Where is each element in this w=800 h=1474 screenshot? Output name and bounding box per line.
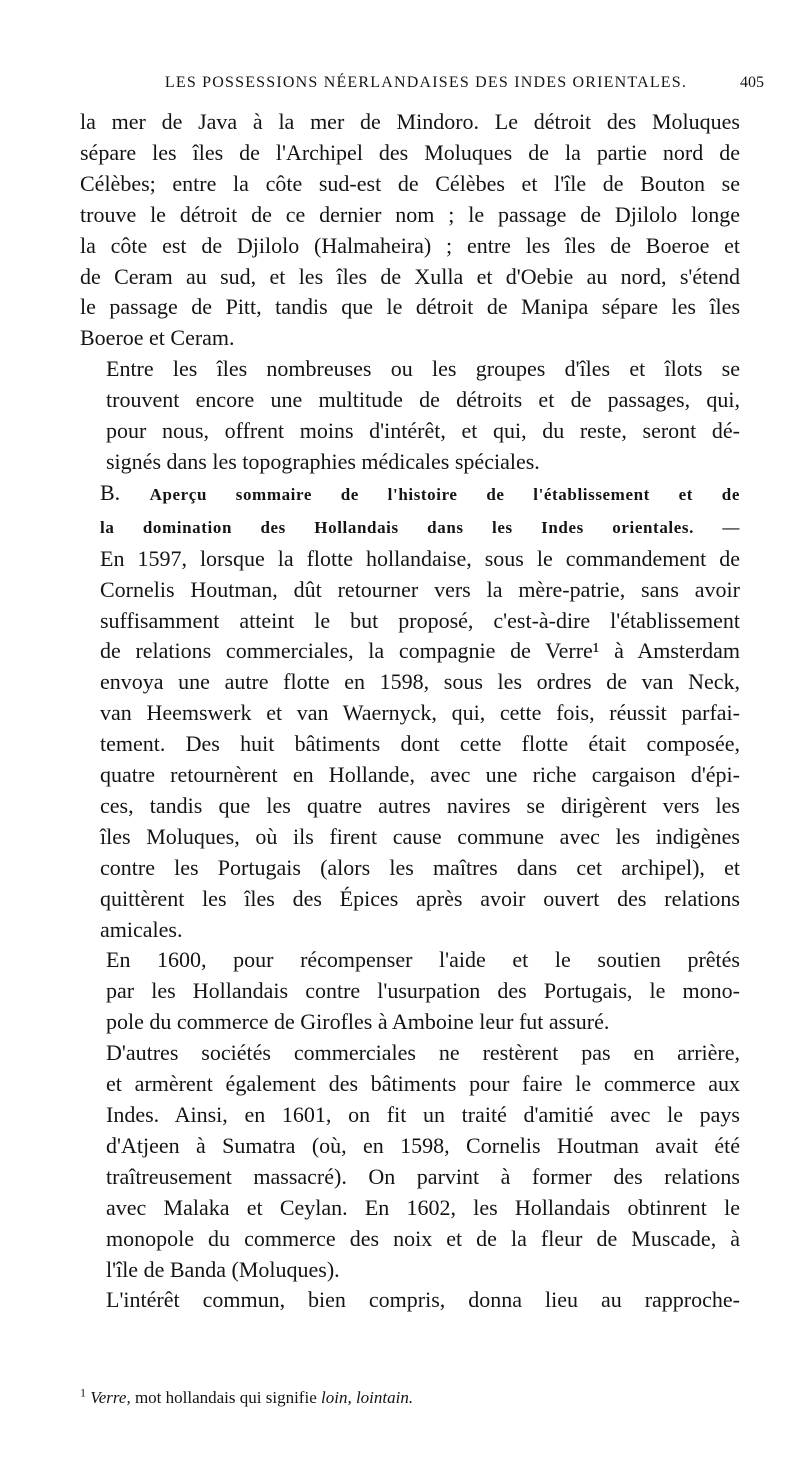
paragraph <box>80 1285 740 1316</box>
text-line: d'Atjeen à Sumatra (où, en 1598, Cornelis Houtman avait été <box>106 1132 740 1158</box>
text-line: En 1600, pour récompenser l'aide et le soutien prêtés <box>106 947 740 973</box>
text-line: Boeroe et Ceram. <box>80 325 235 351</box>
text-line: traîtreusement massacré). On parvint à former des relations <box>106 1163 740 1189</box>
body-text <box>80 107 740 1316</box>
text-line: îles Moluques, où ils firent cause commune avec les indigènes <box>100 823 740 849</box>
footnote <box>80 1385 740 1408</box>
footnote-text: mot hollandais qui signifie <box>134 1388 317 1407</box>
page-number: 405 <box>740 74 764 91</box>
text-line: van Heemswerk et van Waernyck, qui, cette fois, réussit parfai- <box>100 700 740 726</box>
text-line: le passage de Pitt, tandis que le détroit de Manipa sépare les îles <box>80 294 740 320</box>
text-line: Célèbes; entre la côte sud-est de Célèbes et l'île de Bouton se <box>80 170 740 196</box>
footnote-gloss: loin, lointain. <box>321 1388 414 1407</box>
text-line: Entre les îles nombreuses ou les groupes d'îles et îlots se <box>106 356 740 382</box>
section-label: B. <box>100 479 121 505</box>
text-line: quittèrent les îles des Épices après avoir ouvert des relations <box>100 885 740 911</box>
paragraph <box>80 945 740 1038</box>
text-line: contre les Portugais (alors les maîtres dans cet archipel), et <box>100 854 740 880</box>
text-line: L'intérêt commun, bien compris, donna lieu au rapproche- <box>106 1287 740 1313</box>
text-line: Indes. Ainsi, en 1601, on fit un traité d'amitié avec le pays <box>106 1102 740 1127</box>
text-line: En 1597, lorsque la flotte hollandaise, sous le commandement de <box>100 545 740 571</box>
text-line: ces, tandis que les quatre autres navires se dirigèrent vers les <box>100 792 740 818</box>
footnote-term: Verre, <box>90 1388 131 1407</box>
text-line: de Ceram au sud, et les îles de Xulla et d'Oebie au nord, s'étend <box>80 263 740 289</box>
section-heading-line <box>80 511 740 544</box>
text-line: de relations commerciales, la compagnie de Verre¹ à Amsterdam <box>100 638 740 664</box>
text-line: monopole du commerce des noix et de la fleur de Muscade, à <box>106 1225 740 1251</box>
text-line: tement. Des huit bâtiments dont cette flotte était composée, <box>100 731 740 757</box>
paragraph <box>80 354 740 478</box>
text-line: pour nous, offrent moins d'intérêt, et qui, du reste, seront dé- <box>106 418 740 444</box>
running-head: LES POSSESSIONS NÉERLANDAISES DES INDES ORIENTALES. <box>164 74 688 91</box>
text-line: pole du commerce de Girofles à Amboine leur fut assuré. <box>106 1009 610 1035</box>
text-line: envoya une autre flotte en 1598, sous les ordres de van Neck, <box>100 669 740 695</box>
text-line: avec Malaka et Ceylan. En 1602, les Hollandais obtinrent le <box>106 1194 740 1220</box>
text-line: quatre retournèrent en Hollande, avec une riche cargaison d'épi- <box>100 762 740 788</box>
text-line: D'autres sociétés commerciales ne restèrent pas en arrière, <box>106 1040 740 1066</box>
text-line: la côte est de Djilolo (Halmaheira) ; entre les îles de Boeroe et <box>80 232 740 258</box>
text-line: la mer de Java à la mer de Mindoro. Le détroit des Moluques <box>80 109 740 134</box>
text-line: trouve le détroit de ce dernier nom ; le passage de Djilolo longe <box>80 201 740 227</box>
section-title: Aperçu sommaire de l'histoire de l'établissement et de <box>149 484 740 504</box>
text-line: l'île de Banda (Moluques). <box>106 1256 340 1282</box>
text-line: amicales. <box>100 916 183 942</box>
text-line: et armèrent également des bâtiments pour faire le commerce aux <box>106 1071 740 1097</box>
text-line: sépare les îles de l'Archipel des Moluques de la partie nord de <box>80 139 740 165</box>
paragraph-continuation <box>80 107 740 354</box>
text-line: Cornelis Houtman, dût retourner vers la mère-patrie, sans avoir <box>100 576 740 602</box>
footnote-marker: 1 <box>80 1385 86 1400</box>
text-line: suffisamment atteint le but proposé, c'est-à-dire l'établissement <box>100 607 740 633</box>
text-line: par les Hollandais contre l'usurpation des Portugais, le mono- <box>106 978 740 1004</box>
paragraph <box>80 1038 740 1285</box>
text-line: trouvent encore une multitude de détroits et de passages, qui, <box>106 387 740 413</box>
section-title-cont: la domination des Hollandais dans les Indes orientales. — <box>100 517 740 537</box>
section-heading-line <box>80 478 740 511</box>
section-b <box>80 478 740 946</box>
text-line: signés dans les topographies médicales spéciales. <box>106 448 540 474</box>
